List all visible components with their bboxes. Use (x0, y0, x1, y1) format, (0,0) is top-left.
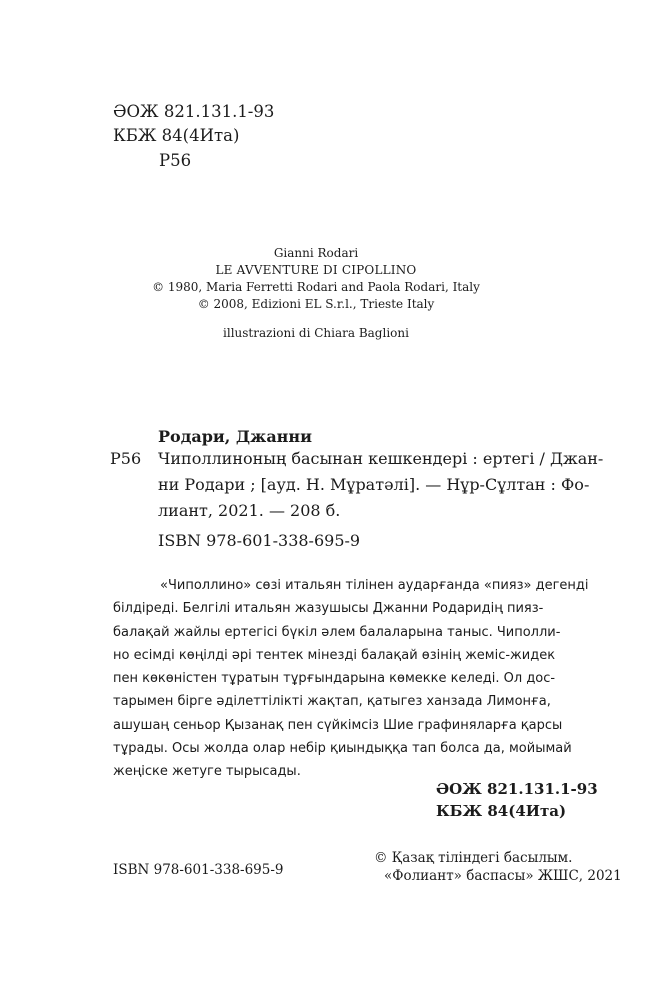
annotation-line: ашушаң сеньор Қызанақ пен сүйкімсіз Шие графиняларға қарсы (113, 717, 563, 733)
illustrations-credit: illustrazioni di Chiara Baglioni (223, 326, 409, 340)
bottom-udc-code: ӘОЖ 821.131.1-93 (436, 780, 598, 798)
biblio-isbn: ISBN 978-601-338-695-9 (158, 531, 361, 550)
top-bbk-code: КБЖ 84(4Ита) (113, 126, 240, 145)
copyright-line-1: © 1980, Maria Ferretti Rodari and Paola Rodari, Italy (152, 280, 480, 294)
annotation-line: жеңіске жетуге тырысады. (113, 764, 301, 780)
publisher-line-2: «Фолиант» баспасы» ЖШС, 2021 (384, 868, 622, 884)
copyright-original-title: LE AVVENTURE DI CIPOLLINO (215, 263, 417, 277)
annotation-line: балақай жайлы ертегісі бүкіл әлем балаларына таныс. Чиполли- (113, 624, 561, 640)
bottom-bbk-code: КБЖ 84(4Ита) (436, 802, 567, 820)
top-author-mark: Р56 (159, 151, 192, 170)
annotation-line: но есімді көңілді әрі тентек мінезді балақай өзінің жеміс-жидек (113, 647, 556, 663)
annotation-line: «Чиполлино» сөзі итальян тілінен аударғанда «пияз» дегенді (160, 578, 589, 593)
biblio-line: Чиполлиноның басынан кешкендері : ертегі / Джан- (158, 449, 604, 468)
publisher-line-1: © Қазақ тіліндегі басылым. (374, 850, 573, 866)
annotation-line: білдіреді. Белгілі итальян жазушысы Джанни Родаридің пияз- (113, 601, 544, 617)
annotation-line: пен көкөністен тұратын тұрғындарына көмекке келеді. Ол дос- (113, 671, 556, 687)
annotation-line: тұрады. Осы жолда олар небір қиындыққа тап болса да, мойымай (113, 741, 572, 757)
annotation (113, 574, 589, 784)
copyright-line-2: © 2008, Edizioni EL S.r.l., Trieste Italy (197, 297, 435, 311)
annotation-line: тарымен бірге әділеттілікті жақтап, қатыгез ханзада Лимонға, (113, 694, 551, 710)
biblio-author-mark: Р56 (110, 449, 142, 468)
biblio-line: ни Родари ; [ауд. Н. Мұратәлі]. — Нұр-Сұлтан : Фо- (158, 475, 590, 494)
biblio-author-heading: Родари, Джанни (158, 427, 312, 446)
publisher-isbn: ISBN 978-601-338-695-9 (113, 862, 284, 878)
top-udc-code: ӘОЖ 821.131.1-93 (113, 102, 275, 121)
biblio-line: лиант, 2021. — 208 б. (158, 501, 341, 520)
copyright-author: Gianni Rodari (273, 246, 359, 260)
biblio-description (158, 446, 604, 524)
